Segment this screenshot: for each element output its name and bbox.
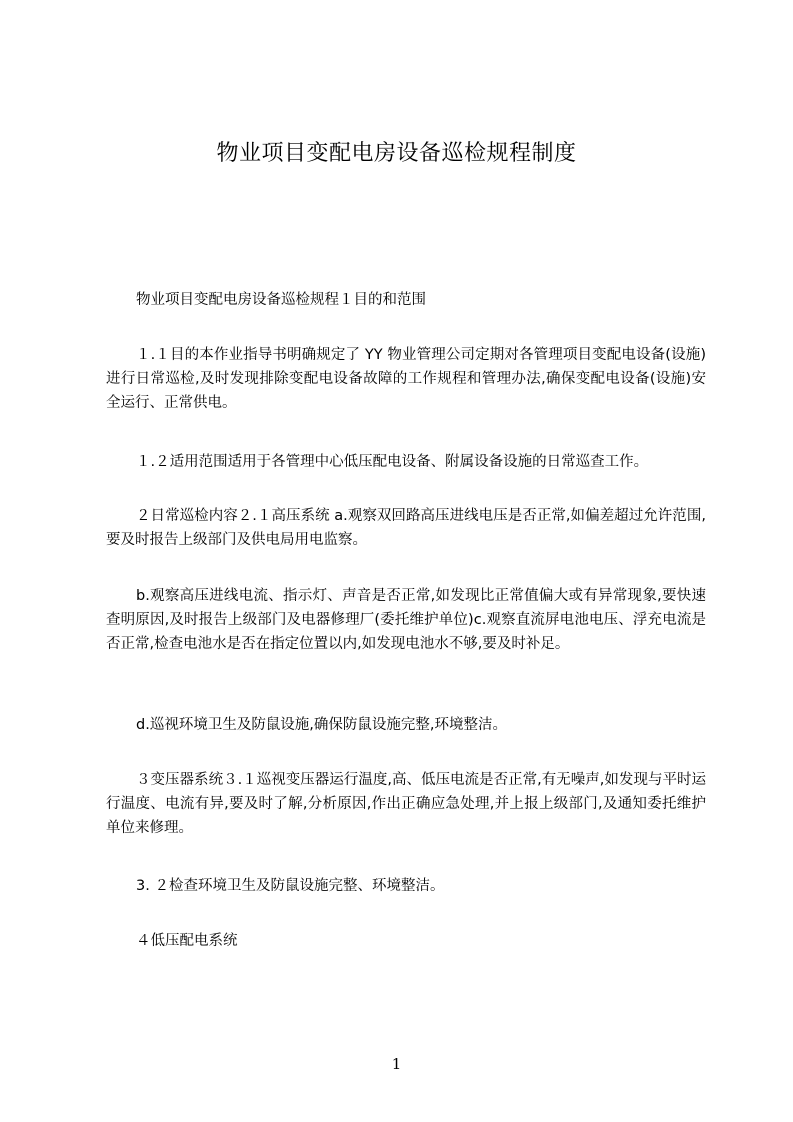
paragraph-high-voltage-a: ２日常巡检内容２.１高压系统 a.观察双回路高压进线电压是否正常,如偏差超过允许范围,要及时报告上级部门及供电局用电监察。 bbox=[106, 508, 706, 548]
paragraph-scope: １.２适用范围适用于各管理中心低压配电设备、附属设备设施的日常巡查工作。 bbox=[136, 454, 649, 470]
page-number: 1 bbox=[391, 1055, 402, 1073]
paragraph-purpose: １.１目的本作业指导书明确规定了 YY 物业管理公司定期对各管理项目变配电设备(设施)进行日常巡检,及时发现排除变配电设备故障的工作规程和管理办法,确保变配电设备(设施)安全运行、正常供电。 bbox=[106, 347, 706, 411]
paragraph-scope-heading: 物业项目变配电房设备巡检规程１目的和范围 bbox=[136, 292, 426, 308]
paragraph-high-voltage-d: d.巡视环境卫生及防鼠设施,确保防鼠设施完整,环境整洁。 bbox=[136, 717, 508, 733]
paragraph-high-voltage-b-c: b.观察高压进线电流、指示灯、声音是否正常,如发现比正常值偏大或有异常现象,要快速查明原因,及时报告上级部门及电器修理厂(委托维护单位)c.观察直流屏电池电压、浮充电流是否正常,检查电池水是否在指定位置以内,如发现电池水不够,要及时补足。 bbox=[106, 588, 706, 652]
paragraph-transformer-environment: 3. ２检查环境卫生及防鼠设施完整、环境整洁。 bbox=[136, 878, 445, 894]
document-title: 物业项目变配电房设备巡检规程制度 bbox=[216, 141, 577, 166]
paragraph-low-voltage-heading: ４低压配电系统 bbox=[136, 933, 238, 949]
paragraph-transformer: ３变压器系统３.１巡视变压器运行温度,高、低压电流是否正常,有无噪声,如发现与平时运行温度、电流有异,要及时了解,分析原因,作出正确应急处理,并上报上级部门,及通知委托维护单位来修理。 bbox=[106, 772, 706, 836]
